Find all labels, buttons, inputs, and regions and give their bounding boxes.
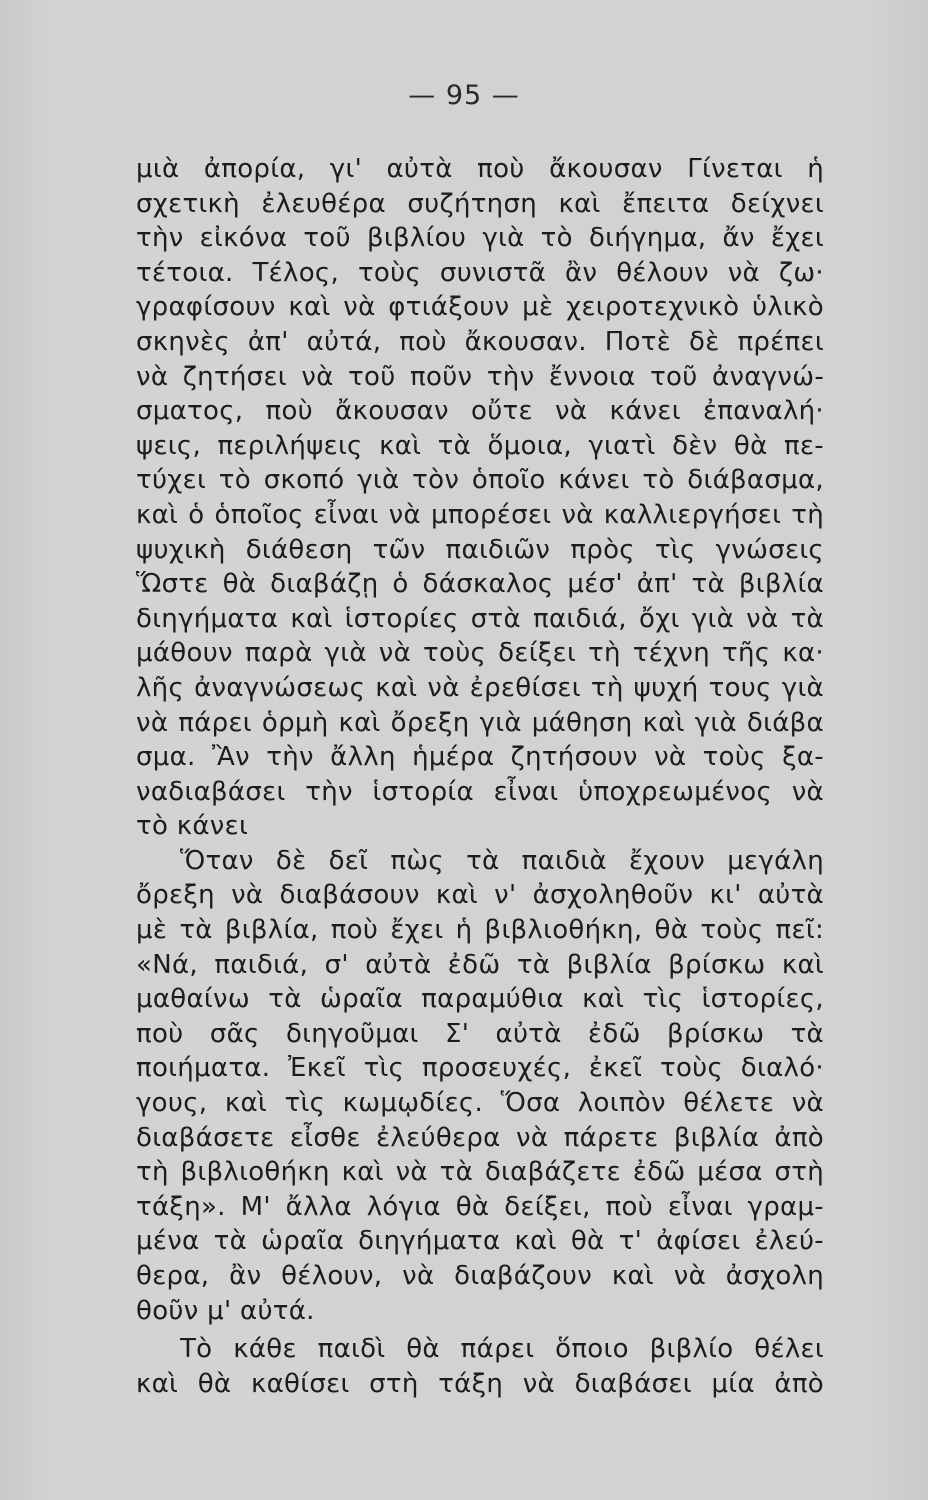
text-line: γους, καὶ τὶς κωμῳδίες. Ὅσα λοιπὸν θέλετε νὰ: [136, 1088, 824, 1119]
text-line: νὰ πάρει ὁρμὴ καὶ ὄρεξη γιὰ μάθηση καὶ γιὰ διάβα: [136, 707, 824, 738]
text-line: μάθουν παρὰ γιὰ νὰ τοὺς δείξει τὴ τέχνη τῆς κα·: [136, 638, 824, 669]
text-line: θοῦν μ' αὐτά.: [136, 1295, 315, 1326]
text-line: γραφίσουν καὶ νὰ φτιάξουν μὲ χειροτεχνικὸ ὑλικὸ: [136, 292, 824, 323]
text-line: Τὸ κάθε παιδὶ θὰ πάρει ὅποιο βιβλίο θέλει: [180, 1334, 824, 1365]
text-line: τέτοια. Τέλος, τοὺς συνιστᾶ ἂν θέλουν νὰ ζω·: [136, 257, 824, 288]
text-line: τὴν εἰκόνα τοῦ βιβλίου γιὰ τὸ διήγημα, ἄν ἔχει: [136, 223, 824, 254]
text-line: νὰ ζητήσει νὰ τοῦ ποῦν τὴν ἔννοια τοῦ ἀναγνώ-: [136, 361, 824, 392]
text-line: Ὥστε θὰ διαβάζῃ ὁ δάσκαλος μέσ' ἀπ' τὰ βιβλία: [136, 569, 824, 600]
text-line: ὄρεξη νὰ διαβάσουν καὶ ν' ἀσχοληθοῦν κι' αὐτὰ: [136, 880, 824, 911]
paragraph-2: [136, 844, 824, 1328]
text-line: μένα τὰ ὡραῖα διηγήματα καὶ θὰ τ' ἀφίσει ἐλεύ-: [136, 1226, 824, 1257]
text-line: ποὺ σᾶς διηγοῦμαι Σ' αὐτὰ ἐδῶ βρίσκω τὰ: [136, 1018, 824, 1049]
text-line: λῆς ἀναγνώσεως καὶ νὰ ἐρεθίσει τὴ ψυχή τους γιὰ: [136, 672, 824, 703]
text-line: τάξη». Μ' ἄλλα λόγια θὰ δείξει, ποὺ εἶναι γραμ-: [136, 1191, 824, 1222]
text-line: σχετικὴ ἐλευθέρα συζήτηση καὶ ἔπειτα δείχνει: [136, 188, 824, 219]
text-line: ναδιαβάσει τὴν ἱστορία εἶναι ὑποχρεωμένος νὰ: [136, 776, 824, 807]
text-line: τὸ κάνει: [136, 811, 249, 842]
text-line: Ὅταν δὲ δεῖ πὼς τὰ παιδιὰ ἔχουν μεγάλη: [180, 845, 824, 876]
paragraph-1: [136, 152, 824, 844]
text-line: τύχει τὸ σκοπό γιὰ τὸν ὁποῖο κάνει τὸ διάβασμα,: [136, 465, 824, 496]
text-line: μὲ τὰ βιβλία, ποὺ ἔχει ἡ βιβλιοθήκη, θὰ τοὺς πεῖ:: [136, 915, 824, 946]
body-text: [136, 152, 824, 1401]
text-line: διαβάσετε εἶσθε ἐλεύθερα νὰ πάρετε βιβλία ἀπὸ: [136, 1122, 824, 1153]
text-line: ψεις, περιλήψεις καὶ τὰ ὅμοια, γιατὶ δὲν θὰ πε-: [136, 430, 824, 461]
text-line: θερα, ἂν θέλουν, νὰ διαβάζουν καὶ νὰ ἀσχολη: [136, 1261, 824, 1291]
page-number: — 95 —: [408, 80, 520, 111]
text-line: ψυχικὴ διάθεση τῶν παιδιῶν πρὸς τὶς γνώσεις: [136, 534, 824, 565]
text-line: σκηνὲς ἀπ' αὐτά, ποὺ ἄκουσαν. Ποτὲ δὲ πρέπει: [136, 326, 824, 357]
text-line: καὶ θὰ καθίσει στὴ τάξη νὰ διαβάσει μία ἀπὸ: [136, 1368, 824, 1399]
text-line: μιὰ ἀπορία, γι' αὐτὰ ποὺ ἄκουσαν Γίνεται ἡ: [136, 154, 824, 184]
text-line: καὶ ὁ ὁποῖος εἶναι νὰ μπορέσει νὰ καλλιεργήσει τὴ: [136, 499, 824, 530]
paragraph-3: [136, 1332, 824, 1401]
text-line: «Νά, παιδιά, σ' αὐτὰ ἐδῶ τὰ βιβλία βρίσκω καὶ: [136, 949, 824, 980]
text-line: διηγήματα καὶ ἱστορίες στὰ παιδιά, ὄχι γιὰ νὰ τὰ: [136, 603, 824, 634]
text-line: σματος, ποὺ ἄκουσαν οὔτε νὰ κάνει ἐπαναλή·: [136, 396, 824, 427]
text-line: ποιήματα. Ἐκεῖ τὶς προσευχές, ἐκεῖ τοὺς διαλό·: [136, 1053, 824, 1084]
text-line: τὴ βιβλιοθήκη καὶ νὰ τὰ διαβάζετε ἐδῶ μέσα στὴ: [136, 1157, 824, 1188]
text-line: μαθαίνω τὰ ὡραῖα παραμύθια καὶ τὶς ἱστορίες,: [136, 984, 824, 1015]
text-line: σμα. Ἂν τὴν ἄλλη ἡμέρα ζητήσουν νὰ τοὺς ξα-: [136, 742, 824, 773]
